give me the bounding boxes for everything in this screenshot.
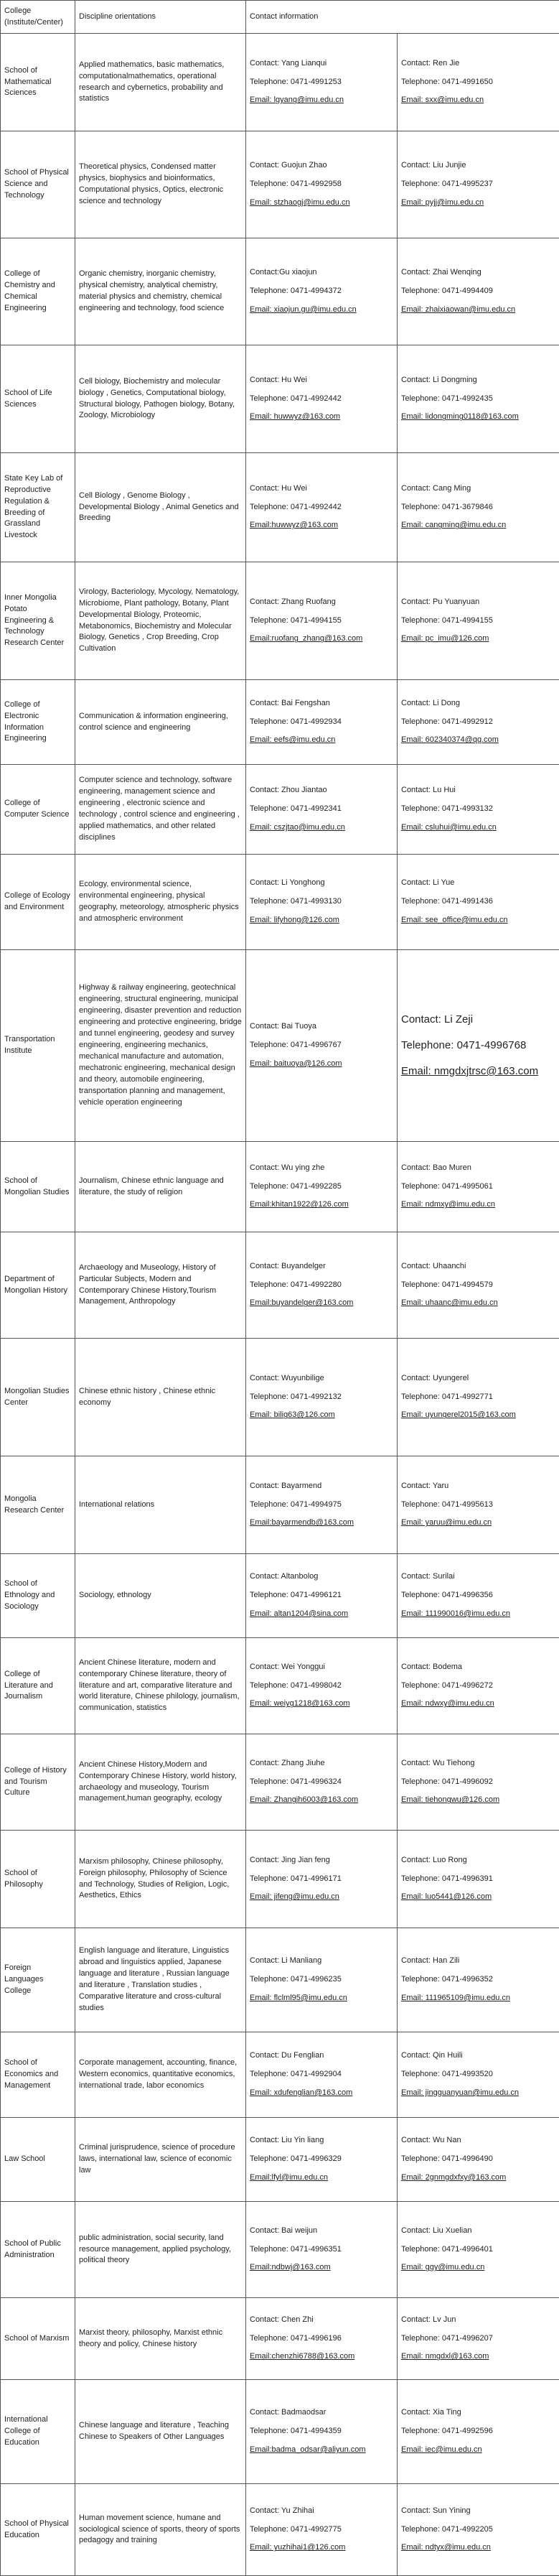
contact-email[interactable]: Email: eefs@imu.edu.cn: [250, 735, 393, 746]
contact-name: Contact: Ren Jie: [401, 58, 555, 70]
contact-email[interactable]: Email: see_office@imu.edu.cn: [401, 915, 555, 926]
contact-name: Contact: Chen Zhi: [250, 2315, 393, 2326]
college-name: College of Computer Science: [1, 765, 75, 855]
contact-telephone: Telephone: 0471-4993520: [401, 2069, 555, 2080]
contact-name: Contact: Yu Zhihai: [250, 2506, 393, 2517]
table-row: [1, 2202, 559, 2298]
contact-telephone: Telephone: 0471-4998042: [250, 1680, 393, 1692]
discipline-orientations: Chinese language and literature , Teaching Chinese to Speakers of Other Languages: [75, 2380, 246, 2484]
contact-telephone: Telephone: 0471-4992132: [250, 1392, 393, 1403]
contact-email[interactable]: Email: lidongming0118@163.com: [401, 411, 555, 423]
contact-email[interactable]: Email:ndbwj@163.com: [250, 2262, 393, 2274]
contact-name: Contact: Uyungerel: [401, 1373, 555, 1385]
table-row: [1, 34, 559, 131]
contact-name: Contact: Lv Jun: [401, 2315, 555, 2326]
contact-name: Contact: Wei Yonggui: [250, 1662, 393, 1673]
contact-email[interactable]: Email: 2gnmgdxfxy@163.com: [401, 2172, 555, 2184]
table-row: [1, 1928, 559, 2032]
college-name: College of History and Tourism Culture: [1, 1734, 75, 1831]
contact-name: Contact: Liu Yin liang: [250, 2135, 393, 2147]
contact-email[interactable]: Email: nmgdxl@163.com: [401, 2351, 555, 2363]
contact-email[interactable]: Email: baituoya@126.com: [250, 1059, 393, 1070]
college-name: School of Economics and Management: [1, 2032, 75, 2118]
secondary-contact-cell: [398, 2032, 559, 2118]
contact-name: Contact: Zhang Ruofang: [250, 597, 393, 608]
header-discipline: Discipline orientations: [75, 1, 246, 34]
contact-email[interactable]: Email: cangming@imu.edu.cn: [401, 520, 555, 531]
contact-name: Contact: Liu Junjie: [401, 160, 555, 172]
contact-email[interactable]: Email: Zhangjh6003@163.com: [250, 1795, 393, 1806]
college-name: School of Ethnology and Sociology: [1, 1554, 75, 1638]
table-row: [1, 765, 559, 855]
contact-email[interactable]: Email: ggy@imu.edu.cn: [401, 2262, 555, 2274]
discipline-orientations: public administration, social security, land resource management, applied psychology, political theory: [75, 2202, 246, 2298]
table-row: [1, 2484, 559, 2576]
contact-telephone: Telephone: 0471-4996207: [401, 2333, 555, 2345]
contact-telephone: Telephone: 0471-4995237: [401, 179, 555, 190]
table-row: [1, 1554, 559, 1638]
contact-name: Contact: Badmaodsar: [250, 2407, 393, 2419]
secondary-contact-cell: [398, 1232, 559, 1339]
table-body: [1, 34, 559, 2576]
secondary-contact-cell: [398, 562, 559, 680]
primary-contact-cell: [246, 680, 398, 765]
contact-telephone: Telephone: 0471-4996121: [250, 1590, 393, 1601]
secondary-contact-cell: [398, 2380, 559, 2484]
header-college: College (Institute/Center): [1, 1, 75, 34]
primary-contact-cell: [246, 1554, 398, 1638]
contact-telephone: Telephone: 0471-4992771: [401, 1392, 555, 1403]
discipline-orientations: Theoretical physics, Condensed matter physics, biophysics and bioinformatics, Computational physics, Optics, electronic science and technology: [75, 131, 246, 238]
discipline-orientations: Criminal jurisprudence, science of procedure laws, international law, science of economic law: [75, 2118, 246, 2202]
secondary-contact-cell: [398, 2484, 559, 2576]
table-row: [1, 1831, 559, 1928]
secondary-contact-cell: [398, 680, 559, 765]
discipline-orientations: Cell biology, Biochemistry and molecular biology , Genetics, Computational biology, Structural biology, Pathogen biology, Botany, Zoology, Microbiology: [75, 345, 246, 453]
contact-telephone: Telephone: 0471-4992775: [250, 2524, 393, 2536]
primary-contact-cell: [246, 1734, 398, 1831]
primary-contact-cell: [246, 2298, 398, 2380]
contact-telephone: Telephone: 0471-4996196: [250, 2333, 393, 2345]
contact-email[interactable]: Email: lifyhong@126.com: [250, 915, 393, 926]
college-name: Mongolia Research Center: [1, 1456, 75, 1554]
college-name: International College of Education: [1, 2380, 75, 2484]
contact-telephone: Telephone: 0471-4991436: [401, 896, 555, 908]
primary-contact-cell: [246, 2202, 398, 2298]
contact-telephone: Telephone: 0471-4996356: [401, 1590, 555, 1601]
contact-name: Contact: Bayarmend: [250, 1481, 393, 1492]
contact-name: Contact: Han Zili: [401, 1956, 555, 1967]
contact-name: Contact: Altanbolog: [250, 1571, 393, 1583]
contact-name: Contact: Liu Xuelian: [401, 2226, 555, 2237]
contact-email[interactable]: Email: pc_imu@126.com: [401, 633, 555, 645]
secondary-contact-cell: [398, 1928, 559, 2032]
contact-name: Contact: Li Yue: [401, 878, 555, 889]
primary-contact-cell: [246, 34, 398, 131]
contact-telephone: Telephone: 0471-4991253: [250, 77, 393, 88]
contact-email[interactable]: Email: 602340374@qq.com: [401, 735, 555, 746]
college-name: College of Literature and Journalism: [1, 1638, 75, 1734]
contact-name: Contact: Sun Yining: [401, 2506, 555, 2517]
contact-email[interactable]: Email:badma_odsar@aliyun.com: [250, 2445, 393, 2456]
table-row: [1, 1339, 559, 1456]
contact-name: Contact: Uhaanchi: [401, 1261, 555, 1273]
contact-telephone: Telephone: 0471-4992958: [250, 179, 393, 190]
contact-name: Contact: Wuyunbilige: [250, 1373, 393, 1385]
contact-telephone: Telephone: 0471-4992442: [250, 394, 393, 405]
contact-email[interactable]: Email: tiehongwu@126.com: [401, 1795, 555, 1806]
primary-contact-cell: [246, 453, 398, 562]
primary-contact-cell: [246, 2032, 398, 2118]
secondary-contact-cell: [398, 855, 559, 950]
contact-email[interactable]: Email:buyandelger@163.com: [250, 1298, 393, 1309]
discipline-orientations: Ecology, environmental science, environmental engineering, physical geography, meteorology, atmospheric physics and atmospheric environment: [75, 855, 246, 950]
discipline-orientations: English language and literature, Linguistics abroad and linguistics applied, Japanese language and literature , Russian language and literature , Translation studies , Comparative literature and cross-cultural studies: [75, 1928, 246, 2032]
primary-contact-cell: [246, 1638, 398, 1734]
secondary-contact-cell: [398, 1456, 559, 1554]
primary-contact-cell: [246, 2380, 398, 2484]
discipline-orientations: Applied mathematics, basic mathematics, computationalmathematics, operational research and cybernetics, probability and statistics: [75, 34, 246, 131]
secondary-contact-cell: [398, 345, 559, 453]
contact-email[interactable]: Email: jingguanyuan@imu.edu.cn: [401, 2088, 555, 2099]
secondary-contact-cell: [398, 1831, 559, 1928]
contact-telephone: Telephone: 0471-4994359: [250, 2426, 393, 2437]
primary-contact-cell: [246, 1339, 398, 1456]
contact-telephone: Telephone: 0471-4996490: [401, 2154, 555, 2165]
contact-email[interactable]: Email: uyungerel2015@163.com: [401, 1410, 555, 1421]
contact-email[interactable]: Email: flclml95@imu.edu.cn: [250, 1993, 393, 2004]
discipline-orientations: Communication & information engineering, control science and engineering: [75, 680, 246, 765]
table-row: [1, 1142, 559, 1232]
secondary-contact-cell: [398, 2202, 559, 2298]
table-row: [1, 855, 559, 950]
contact-telephone: Telephone: 0471-4992280: [250, 1280, 393, 1291]
college-name: Foreign Languages College: [1, 1928, 75, 2032]
contact-name: Contact: Wu Nan: [401, 2135, 555, 2147]
secondary-contact-cell: [398, 1142, 559, 1232]
contact-email[interactable]: Email:bayarmendb@163.com: [250, 1517, 393, 1529]
primary-contact-cell: [246, 855, 398, 950]
contact-telephone: Telephone: 0471-4996092: [401, 1777, 555, 1788]
contact-name: Contact: Li Dong: [401, 698, 555, 710]
contact-email[interactable]: Email:ruofang_zhang@163.com: [250, 633, 393, 645]
table-row: [1, 1734, 559, 1831]
table-row: [1, 680, 559, 765]
contact-name: Contact: Wu ying zhe: [250, 1163, 393, 1174]
table-row: [1, 453, 559, 562]
primary-contact-cell: [246, 562, 398, 680]
contact-telephone: Telephone: 0471-4996272: [401, 1680, 555, 1692]
college-name: State Key Lab of Reproductive Regulation & Breeding of Grassland Livestock: [1, 453, 75, 562]
contact-name: Contact: Zhou Jiantao: [250, 785, 393, 796]
contact-email[interactable]: Email: 111990016@imu.edu.cn: [401, 1609, 555, 1620]
contact-telephone: Telephone: 0471-4993132: [401, 804, 555, 815]
contact-email[interactable]: Email: uhaanc@imu.edu.cn: [401, 1298, 555, 1309]
contact-telephone: Telephone: 0471-4996329: [250, 2154, 393, 2165]
contact-name: Contact: Bai Tuoya: [250, 1021, 393, 1033]
contact-telephone: Telephone: 0471-4992285: [250, 1181, 393, 1193]
college-name: School of Mongolian Studies: [1, 1142, 75, 1232]
contact-name: Contact: Hu Wei: [250, 375, 393, 386]
contact-telephone: Telephone: 0471-4992442: [250, 502, 393, 513]
contact-name: Contact: Zhai Wenqing: [401, 267, 555, 279]
contact-telephone: Telephone: 0471-4992904: [250, 2069, 393, 2080]
secondary-contact-cell: [398, 1638, 559, 1734]
contact-telephone: Telephone: 0471-4996171: [250, 1874, 393, 1885]
contact-name: Contact: Guojun Zhao: [250, 160, 393, 172]
contact-email[interactable]: Email: lgyang@imu.edu.cn: [250, 95, 393, 106]
secondary-contact-cell: [398, 1339, 559, 1456]
college-name: Transportation Institute: [1, 950, 75, 1142]
secondary-contact-cell: [398, 950, 559, 1142]
college-name: School of Mathematical Sciences: [1, 34, 75, 131]
contact-email[interactable]: Email:chenzhi6788@163.com: [250, 2351, 393, 2363]
contact-email[interactable]: Email: iec@imu.edu.cn: [401, 2445, 555, 2456]
college-name: School of Physical Education: [1, 2484, 75, 2576]
college-name: School of Public Administration: [1, 2202, 75, 2298]
secondary-contact-cell: [398, 131, 559, 238]
contact-name: Contact: Bai Fengshan: [250, 698, 393, 710]
contact-email[interactable]: Email: jifeng@imu.edu.cn: [250, 1892, 393, 1903]
contact-name: Contact: Wu Tiehong: [401, 1758, 555, 1770]
contact-name: Contact: Li Yonghong: [250, 878, 393, 889]
discipline-orientations: Computer science and technology, software engineering, management science and engineering , electronic science and technology , control science and engineering , applied mathematics, and other related disciplines: [75, 765, 246, 855]
contact-email[interactable]: Email:khitan1922@126.com: [250, 1199, 393, 1211]
discipline-orientations: Chinese ethnic history , Chinese ethnic economy: [75, 1339, 246, 1456]
secondary-contact-cell: [398, 2298, 559, 2380]
college-name: College of Electronic Information Engineering: [1, 680, 75, 765]
contact-telephone: Telephone: 0471-4992435: [401, 394, 555, 405]
contact-telephone: Telephone: 0471-4994155: [401, 615, 555, 627]
contact-telephone: Telephone: 0471-4994975: [250, 1499, 393, 1511]
contact-telephone: Telephone: 0471-4996235: [250, 1974, 393, 1986]
college-name: Department of Mongolian History: [1, 1232, 75, 1339]
contact-email[interactable]: Email: cszjtao@imu.edu.cn: [250, 822, 393, 834]
header-row: [1, 1, 559, 34]
contact-email[interactable]: Email: csluhui@imu.edu.cn: [401, 822, 555, 834]
college-name: School of Physical Science and Technology: [1, 131, 75, 238]
contact-name: Contact: Li Manliang: [250, 1956, 393, 1967]
discipline-orientations: Sociology, ethnology: [75, 1554, 246, 1638]
discipline-orientations: Marxist theory, philosophy, Marxist ethnic theory and policy, Chinese history: [75, 2298, 246, 2380]
contact-telephone: Telephone: 0471-4992934: [250, 717, 393, 728]
contact-telephone: Telephone: 0471-4994372: [250, 286, 393, 297]
contact-email[interactable]: Email: yaruu@imu.edu.cn: [401, 1517, 555, 1529]
contact-email[interactable]: Email: ndmxy@imu.edu.cn: [401, 1199, 555, 1211]
contact-telephone: Telephone: 0471-4992341: [250, 804, 393, 815]
table-row: [1, 1638, 559, 1734]
contact-telephone: Telephone: 0471-4993130: [250, 896, 393, 908]
discipline-orientations: Corporate management, accounting, finance, Western economics, quantitative economics, international trade, labor economics: [75, 2032, 246, 2118]
contact-name: Contact: Xia Ting: [401, 2407, 555, 2419]
secondary-contact-cell: [398, 238, 559, 345]
primary-contact-cell: [246, 950, 398, 1142]
contact-telephone: Telephone: 0471-4995613: [401, 1499, 555, 1511]
contact-telephone: Telephone: 0471-4996391: [401, 1874, 555, 1885]
contact-email[interactable]: Email: yuzhihai1@126.com: [250, 2542, 393, 2554]
secondary-contact-cell: [398, 2118, 559, 2202]
discipline-orientations: Organic chemistry, inorganic chemistry, physical chemistry, analytical chemistry, material physics and chemistry, chemical engineering and technology, food science: [75, 238, 246, 345]
college-name: College of Ecology and Environment: [1, 855, 75, 950]
contact-telephone: Telephone: 0471-4996351: [250, 2244, 393, 2256]
college-name: School of Philosophy: [1, 1831, 75, 1928]
contact-email[interactable]: Email:lfyl@imu.edu.cn: [250, 2172, 393, 2184]
contact-name: Contact: Lu Hui: [401, 785, 555, 796]
table-row: [1, 2298, 559, 2380]
college-name: Law School: [1, 2118, 75, 2202]
primary-contact-cell: [246, 1928, 398, 2032]
contact-telephone: Telephone: 0471-4994155: [250, 615, 393, 627]
discipline-orientations: Cell Biology , Genome Biology , Developmental Biology , Animal Genetics and Breeding: [75, 453, 246, 562]
contact-email[interactable]: Email: stzhaogj@imu.edu.cn: [250, 197, 393, 209]
table-row: [1, 1456, 559, 1554]
contact-name: Contact: Zhang Jiuhe: [250, 1758, 393, 1770]
contact-telephone: Telephone: 0471-4992205: [401, 2524, 555, 2536]
discipline-orientations: Virology, Bacteriology, Mycology, Nematology, Microbiome, Plant pathology, Botany, Plant Developmental Biology, Proteomic, Metabonomics, Biochemistry and Molecular Biology, Genetics , Crop Breeding, Crop Cultivation: [75, 562, 246, 680]
contact-name: Contact: Yang Lianqui: [250, 58, 393, 70]
contact-name: Contact: Du Fenglian: [250, 2050, 393, 2062]
contact-telephone: Telephone: 0471-4995061: [401, 1181, 555, 1193]
table-row: [1, 345, 559, 453]
contact-email[interactable]: Email: xdufenglian@163.com: [250, 2088, 393, 2099]
contact-name: Contact: Surilai: [401, 1571, 555, 1583]
contact-email[interactable]: Email: nmgdxjtrsc@163.com: [401, 1064, 555, 1079]
secondary-contact-cell: [398, 1734, 559, 1831]
contact-telephone: Telephone: 0471-4991650: [401, 77, 555, 88]
contact-email[interactable]: Email: huwwyz@163.com: [250, 411, 393, 423]
contact-telephone: Telephone: 0471-4996324: [250, 1777, 393, 1788]
contact-name: Contact:Gu xiaojun: [250, 267, 393, 279]
header-contact: Contact information: [246, 1, 559, 34]
contact-name: Contact: Yaru: [401, 1481, 555, 1492]
contact-email[interactable]: Email: sxx@imu.edu.cn: [401, 95, 555, 106]
contact-email[interactable]: Email: altan1204@sina.com: [250, 1609, 393, 1620]
contact-name: Contact: Luo Rong: [401, 1855, 555, 1866]
contact-email[interactable]: Email: weiyg1218@163.com: [250, 1698, 393, 1710]
contact-name: Contact: Bodema: [401, 1662, 555, 1673]
contact-name: Contact: Bai weijun: [250, 2226, 393, 2237]
contact-email[interactable]: Email: pyjj@imu.edu.cn: [401, 197, 555, 209]
table-row: [1, 2380, 559, 2484]
secondary-contact-cell: [398, 1554, 559, 1638]
table-row: [1, 1232, 559, 1339]
contact-telephone: Telephone: 0471-4992596: [401, 2426, 555, 2437]
table-row: [1, 2118, 559, 2202]
contact-telephone: Telephone: 0471-4996768: [401, 1038, 555, 1054]
contact-email[interactable]: Email: 111965109@imu.edu.cn: [401, 1993, 555, 2004]
secondary-contact-cell: [398, 34, 559, 131]
contact-name: Contact: Hu Wei: [250, 483, 393, 495]
college-name: Inner Mongolia Potato Engineering & Technology Research Center: [1, 562, 75, 680]
contact-email[interactable]: Email:huwwyz@163.com: [250, 520, 393, 531]
discipline-orientations: Human movement science, humane and sociological science of sports, theory of sports pedagogy and training: [75, 2484, 246, 2576]
discipline-orientations: International relations: [75, 1456, 246, 1554]
contact-telephone: Telephone: 0471-3679846: [401, 502, 555, 513]
contact-email[interactable]: Email: bilig63@126.com: [250, 1410, 393, 1421]
contact-name: Contact: Li Zeji: [401, 1012, 555, 1028]
table-row: [1, 2032, 559, 2118]
college-name: School of Life Sciences: [1, 345, 75, 453]
discipline-orientations: Marxism philosophy, Chinese philosophy, Foreign philosophy, Philosophy of Science and Technology, Studies of Religion, Logic, Aesthetics, Ethics: [75, 1831, 246, 1928]
contact-telephone: Telephone: 0471-4992912: [401, 717, 555, 728]
discipline-orientations: Archaeology and Museology, History of Particular Subjects, Modern and Contemporary Chinese History,Tourism Management, Anthropology: [75, 1232, 246, 1339]
college-name: College of Chemistry and Chemical Engineering: [1, 238, 75, 345]
contact-telephone: Telephone: 0471-4996352: [401, 1974, 555, 1986]
discipline-orientations: Highway & railway engineering, geotechnical engineering, structural engineering, municipal engineering, disaster prevention and reduction engineering and protective engineering, bridge and tunnel engineering, geodesy and survey engineering, engineering mechanics, mechanical manufacture and automation, mechatronic engineering, mechanical design and theory, automobile engineering, transportation planning and management, vehicle operation engineering: [75, 950, 246, 1142]
contact-email[interactable]: Email: ndwxy@imu.edu.cn: [401, 1698, 555, 1710]
contact-name: Contact: Jing Jian feng: [250, 1855, 393, 1866]
secondary-contact-cell: [398, 765, 559, 855]
primary-contact-cell: [246, 765, 398, 855]
discipline-orientations: Journalism, Chinese ethnic language and literature, the study of religion: [75, 1142, 246, 1232]
table-row: [1, 562, 559, 680]
contact-name: Contact: Qin Huili: [401, 2050, 555, 2062]
primary-contact-cell: [246, 1142, 398, 1232]
contact-email[interactable]: Email: zhaixiaowan@imu.edu.cn: [401, 304, 555, 316]
contact-telephone: Telephone: 0471-4996767: [250, 1040, 393, 1051]
table-row: [1, 238, 559, 345]
primary-contact-cell: [246, 238, 398, 345]
primary-contact-cell: [246, 2118, 398, 2202]
table-row: [1, 131, 559, 238]
discipline-orientations: Ancient Chinese History,Modern and Contemporary Chinese History, world history, archaeology and museology, Tourism management,human geography, ecology: [75, 1734, 246, 1831]
contact-telephone: Telephone: 0471-4994409: [401, 286, 555, 297]
contact-name: Contact: Pu Yuanyuan: [401, 597, 555, 608]
contact-name: Contact: Buyandelger: [250, 1261, 393, 1273]
contact-name: Contact: Cang Ming: [401, 483, 555, 495]
college-name: Mongolian Studies Center: [1, 1339, 75, 1456]
primary-contact-cell: [246, 345, 398, 453]
table-row: [1, 950, 559, 1142]
primary-contact-cell: [246, 131, 398, 238]
college-name: School of Marxism: [1, 2298, 75, 2380]
secondary-contact-cell: [398, 453, 559, 562]
contact-telephone: Telephone: 0471-4996401: [401, 2244, 555, 2256]
contact-name: Contact: Bao Muren: [401, 1163, 555, 1174]
primary-contact-cell: [246, 2484, 398, 2576]
contact-email[interactable]: Email: ndtyx@imu.edu.cn: [401, 2542, 555, 2554]
primary-contact-cell: [246, 1831, 398, 1928]
primary-contact-cell: [246, 1456, 398, 1554]
contact-telephone: Telephone: 0471-4994579: [401, 1280, 555, 1291]
contact-email[interactable]: Email: xiaojun.gu@imu.edu.cn: [250, 304, 393, 316]
contact-email[interactable]: Email: luo5441@126.com: [401, 1892, 555, 1903]
discipline-orientations: Ancient Chinese literature, modern and contemporary Chinese literature, theory of literature and art, comparative literature and world literature, Chinese philology, journalism, communication, statistics: [75, 1638, 246, 1734]
primary-contact-cell: [246, 1232, 398, 1339]
contact-name: Contact: Li Dongming: [401, 375, 555, 386]
